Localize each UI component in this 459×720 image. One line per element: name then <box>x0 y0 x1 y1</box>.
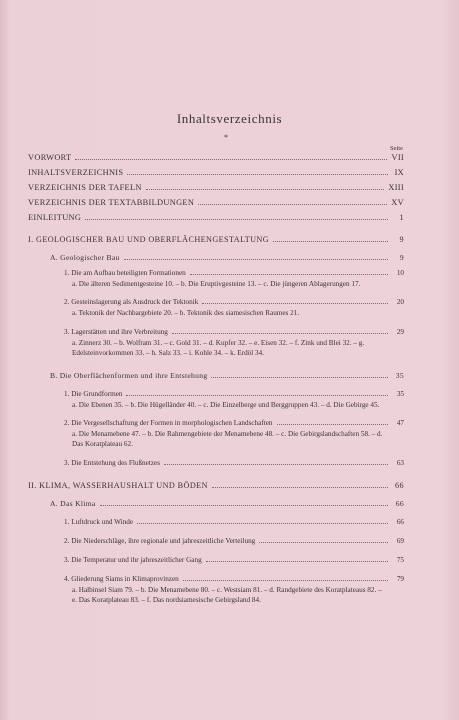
toc-detail-1a2: a. Tektonik der Nachbargebiete 20. – b. Tektonik des siamesischen Raumes 21. <box>72 309 300 318</box>
toc-detail-1a3: a. Zinnerz 30. – b. Wolfram 31. – c. Gold 31. – d. Kupfer 32. – e. Eisen 32. – f. Zink und Blei 32. – g. Edelsteinvorkommen 33. – h. Salz 33. – i. Kohle 34. – k. Erdöl 34. <box>72 338 365 358</box>
toc-detail-1b2: a. Die Menamebene 47. – b. Die Rahmengebiete der Menamebene 48. – c. Die Gebirgslandschaften 58. – d. Das Koratplateau 62. <box>72 430 383 449</box>
toc-item-2a1[interactable]: 1. Luftdruck und Winde 66 <box>64 517 404 526</box>
toc-section-2a[interactable]: A. Das Klima 66 <box>50 498 404 508</box>
toc-item-1b1[interactable]: 1. Die Grundformen 35 <box>64 389 404 398</box>
toc-entry-einleitung[interactable]: EINLEITUNG 1 <box>28 213 404 222</box>
toc-item-1a3[interactable]: 3. Lagerstätten und ihre Verbreitung 29 <box>64 327 404 336</box>
toc-detail-1a1: a. Die älteren Sedimentgesteine 10. – b. Die Eruptivgesteine 13. – c. Die jüngeren Ablagerungen 17. <box>72 280 361 288</box>
toc-entry-vorwort[interactable]: VORWORT VII <box>28 153 404 162</box>
toc-section-1a[interactable]: A. Geologischer Bau 9 <box>50 253 404 262</box>
toc-part-2[interactable]: II. KLIMA, WASSERHAUSHALT UND BÖDEN 66 <box>28 480 404 490</box>
toc-item-1a2[interactable]: 2. Gesteinslagerung als Ausdruck der Tektonik 20 <box>64 298 404 307</box>
toc-item-2a2[interactable]: 2. Die Niederschläge, ihre regionale und jahreszeitliche Verteilung 69 <box>64 536 404 545</box>
toc-detail-2a4: a. Halbinsel Siam 79. – b. Die Menamebene 80. – c. Westsiam 81. – d. Randgebiete des Koratplateaus 82. – e. Das Koratplateau 83. – f. Das nordsiamesische Gebirgsland 84. <box>72 585 382 605</box>
page-column-header: Seite <box>390 145 403 152</box>
page-title: Inhaltsverzeichnis <box>176 111 283 126</box>
toc-detail-1b1: a. Die Ebenen 35. – b. Die Hügelländer 40. – c. Die Einzelberge und Berggruppen 43. – d. Die Gebirge 45. <box>72 400 380 409</box>
toc-item-1b3[interactable]: 3. Die Entstehung des Flußnetzes 63 <box>64 458 404 467</box>
toc-item-1a1[interactable]: 1. Die am Aufbau beteiligten Formationen 10 <box>64 269 404 277</box>
toc-item-2a3[interactable]: 3. Die Temperatur und ihr jahreszeitlicher Gang 75 <box>64 555 404 564</box>
toc-section-1b[interactable]: B. Die Oberflächenformen und ihre Entstehung 35 <box>50 370 404 380</box>
table-of-contents <box>28 152 404 606</box>
toc-entry-inhaltsverzeichnis[interactable]: INHALTSVERZEICHNIS IX <box>28 168 404 177</box>
toc-item-1b2[interactable]: 2. Die Vergesellschaftung der Formen in morphologischen Landschaften 47 <box>64 419 404 428</box>
ornament-star: * <box>224 133 228 142</box>
toc-part-1[interactable]: I. GEOLOGISCHER BAU UND OBERFLÄCHENGESTALTUNG 9 <box>28 235 404 244</box>
toc-entry-tafeln[interactable]: VERZEICHNIS DER TAFELN XIII <box>28 183 404 192</box>
toc-entry-textabbildungen[interactable]: VERZEICHNIS DER TEXTABBILDUNGEN XV <box>28 198 404 207</box>
toc-item-2a4[interactable]: 4. Gliederung Siams in Klimaprovinzen 79 <box>64 574 404 583</box>
